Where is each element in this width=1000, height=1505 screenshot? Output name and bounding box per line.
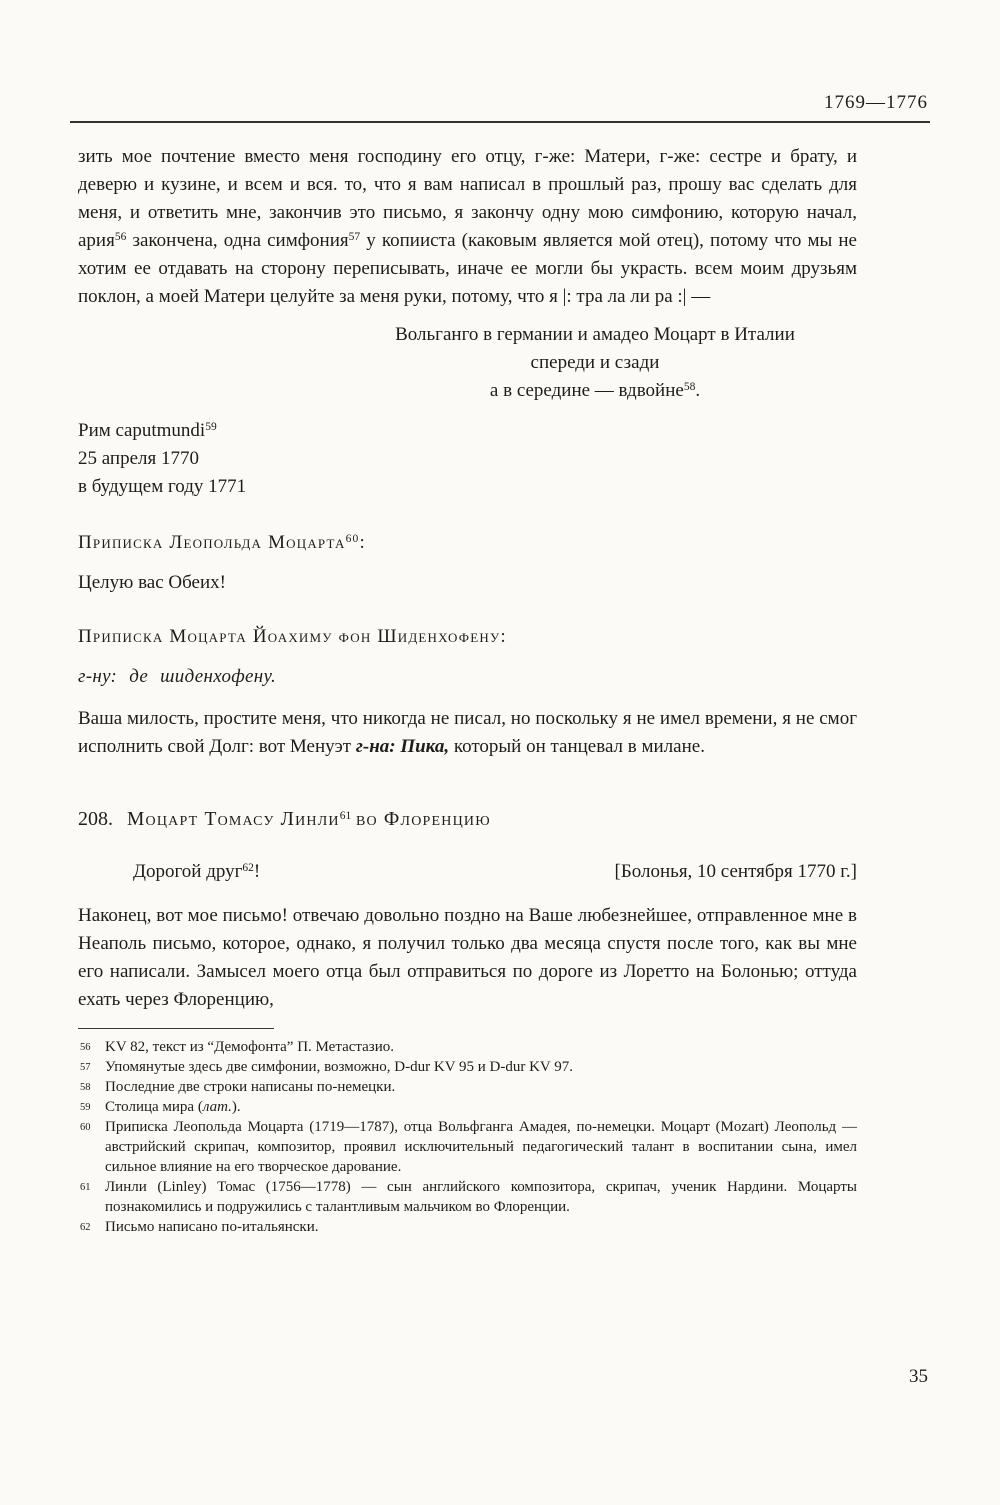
postscript-leopold-heading (78, 529, 857, 557)
verse-line-3 (333, 377, 857, 405)
footnotes-section (78, 1028, 857, 1237)
footnote-61 (78, 1177, 857, 1217)
footnote-text: Приписка Леопольда Моцарта (1719—1787), отца Вольфганга Амадея, по-немецки. Моцарт (Mozart) Леопольд — австрийский скрипач, композитор, проявил исключительный педагогический талант в воспитании сына, имел сильное влияние на его творческое дарование. (105, 1119, 857, 1175)
footnote-ref-59: 59 (205, 421, 217, 433)
heading-colon: : (359, 532, 366, 553)
footnote-text: Письмо написано по-итальянски. (105, 1219, 319, 1235)
footnote-number: 60 (80, 1122, 91, 1133)
letter-continuation-paragraph (78, 143, 857, 311)
place-line (78, 417, 857, 445)
footnote-number: 61 (80, 1182, 91, 1193)
footnote-62 (78, 1217, 857, 1237)
letter-number: 208. (78, 808, 113, 830)
footnote-56 (78, 1037, 857, 1057)
footnote-number: 56 (80, 1042, 91, 1053)
paragraph-text: Ваша милость, простите меня, что никогда не писал, но поскольку я не имел времени, я не смог исполнить свой Долг: вот Менуэт (78, 708, 857, 757)
footnote-59 (78, 1097, 857, 1117)
address-line: г-ну: де шиденхофену. (78, 666, 277, 687)
footnote-text-end: ). (231, 1099, 241, 1115)
salutation-row (78, 858, 857, 886)
running-head-years: 1769—1776 (824, 92, 928, 113)
letter-dateline: [Болонья, 10 сентября 1770 г.] (614, 861, 857, 882)
verse-line-2: спереди и сзади (530, 352, 660, 373)
footnote-number: 62 (80, 1222, 91, 1233)
page-content (78, 143, 857, 1237)
letter-title: Моцарт Томасу Линли (127, 809, 340, 830)
footnote-58 (78, 1077, 857, 1097)
footnote-number: 58 (80, 1082, 91, 1093)
footnote-text: Последние две строки написаны по-немецки. (105, 1079, 396, 1095)
footnote-number: 59 (80, 1102, 91, 1113)
year-line: в будущем году 1771 (78, 476, 247, 497)
footnote-ref-56: 56 (114, 231, 127, 243)
footnote-ref-61: 61 (339, 810, 352, 822)
verse-block (333, 321, 857, 405)
footnote-57 (78, 1057, 857, 1077)
emphasized-name: г-на: Пика, (355, 736, 450, 757)
date-line: 25 апреля 1770 (78, 448, 200, 469)
paragraph-text: у копииста (каковым является мой отец), потому что мы не хотим ее отдавать на сторону переписывать, иначе ее могли бы украсть. всем моим друзьям поклон, а моей Матери целуйте за меня руки, потому, что я |: тра ла ли ра :| — (78, 230, 857, 307)
footnote-text: Столица мира ( (105, 1099, 203, 1115)
postscript-leopold-body: Целую вас Обеих! (78, 572, 226, 593)
salutation (133, 858, 260, 886)
paragraph-text: который он танцевал в милане. (449, 736, 705, 757)
footnote-text: KV 82, текст из “Демофонта” П. Метастазио. (105, 1039, 394, 1055)
verse-text-end: . (695, 380, 701, 401)
heading-text: Приписка Леопольда Моцарта (78, 532, 346, 553)
paragraph-text: закончена, одна симфония (126, 230, 349, 251)
footnote-latin-label: лат. (202, 1099, 232, 1115)
footnote-ref-57: 57 (348, 231, 361, 243)
footnote-ref-58: 58 (683, 381, 696, 393)
letter-208-heading (78, 805, 857, 834)
postscript-schiedenhofen-paragraph (78, 705, 857, 761)
place-text: Рим caputmundi (78, 420, 206, 441)
salutation-end: ! (253, 861, 261, 882)
paragraph-text: зить мое почтение вместо меня господину его отцу, г-же: Матери, г-же: сестре и брату, и деверю и кузине, и всем и вся. то, что я вам написал в прошлый раз, прошу вас сделать для меня, и ответить мне, закончив это письмо, я закончу одну мою симфонию, которую начал, ария (78, 146, 857, 251)
postscript-schiedenhofen-heading: Приписка Моцарта Йоахиму фон Шиденхофену: (78, 626, 507, 647)
place-date-block (78, 417, 857, 501)
salutation-text: Дорогой друг (133, 861, 243, 882)
verse-text: а в середине — вдвойне (489, 380, 684, 401)
footnote-separator-rule (78, 1028, 274, 1029)
letter-208-paragraph: Наконец, вот мое письмо! отвечаю довольно поздно на Ваше любезнейшее, отправленное мне в Неаполь письмо, которое, однако, я получил только два месяца спустя после того, как вы мне его написали. Замысел моего отца был отправиться по дороге из Лоретто на Болонью; оттуда ехать через Флоренцию, (78, 905, 857, 1010)
footnote-60 (78, 1117, 857, 1177)
page-number: 35 (909, 1366, 928, 1387)
footnote-ref-60: 60 (345, 533, 360, 545)
letter-title-rest: во Флоренцию (355, 809, 491, 830)
footnote-number: 57 (80, 1062, 91, 1073)
header-rule (70, 121, 930, 123)
verse-line-1: Вольганго в германии и амадео Моцарт в Италии (395, 324, 795, 345)
footnote-ref-62: 62 (242, 862, 254, 874)
footnote-text: Линли (Linley) Томас (1756—1778) — сын английского композитора, скрипач, ученик Нардини. Моцарты познакомились и подружились с талантливым мальчиком во Флоренции. (105, 1179, 857, 1215)
footnote-text: Упомянутые здесь две симфонии, возможно, D-dur KV 95 и D-dur KV 97. (105, 1059, 573, 1075)
